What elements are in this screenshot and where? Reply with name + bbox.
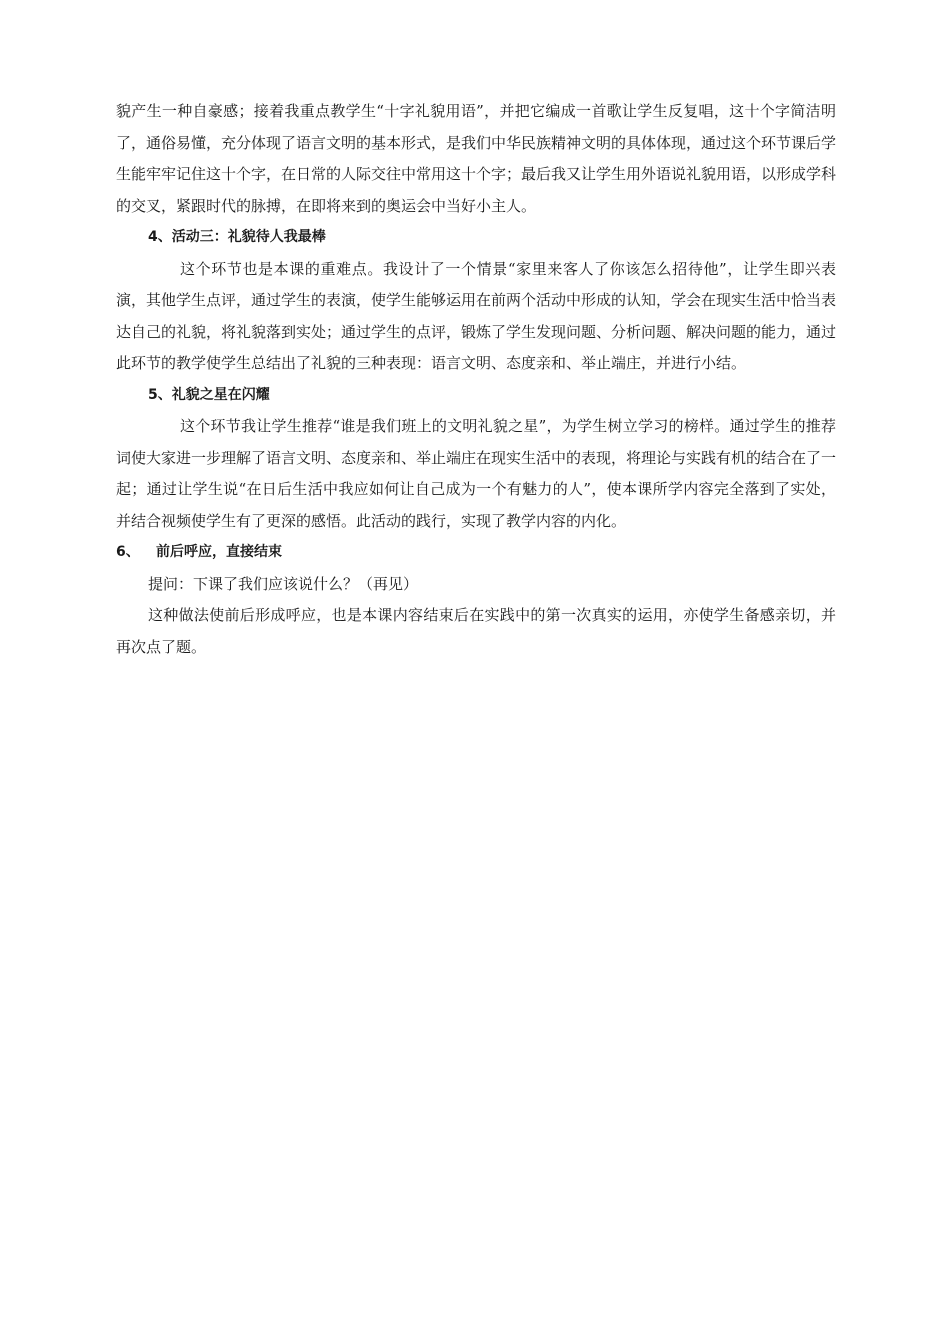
paragraph-question: 提问：下课了我们应该说什么？（再见） — [148, 574, 419, 593]
heading-politeness-star: 5、礼貌之星在闪耀 — [148, 386, 270, 403]
heading-text: 前后呼应，直接结束 — [156, 544, 282, 560]
heading-conclusion — [116, 537, 836, 569]
document-body — [116, 96, 836, 663]
paragraph-conclusion: 这种做法使前后形成呼应，也是本课内容结束后在实践中的第一次真实的运用，亦使学生备感亲切，并再次点了题。 — [116, 606, 836, 656]
paragraph-activity-3: 这个环节也是本课的重难点。我设计了一个情景“家里来客人了你该怎么招待他”，让学生即兴表演，其他学生点评，通过学生的表演，使学生能够运用在前两个活动中形成的认知，学会在现实生活中恰当表达自己的礼貌，将礼貌落到实处；通过学生的点评，锻炼了学生发现问题、分析问题、解决问题的能力，通过此环节的教学使学生总结出了礼貌的三种表现：语言文明、态度亲和、举止端庄，并进行小结。 — [116, 259, 837, 372]
heading-number: 6、 — [116, 544, 140, 560]
heading-activity-3: 4、活动三：礼貌待人我最棒 — [148, 229, 326, 245]
paragraph-intro: 貌产生一种自豪感；接着我重点教学生“十字礼貌用语”，并把它编成一首歌让学生反复唱，这十个字简洁明了，通俗易懂，充分体现了语言文明的基本形式，是我们中华民族精神文明的具体体现，通过这个环节课后学生能牢牢记住这十个字，在日常的人际交往中常用这十个字；最后我又让学生用外语说礼貌用语，以形成学科的交叉，紧跟时代的脉搏，在即将来到的奥运会中当好小主人。 — [116, 102, 837, 215]
paragraph-politeness-star: 这个环节我让学生推荐“谁是我们班上的文明礼貌之星”，为学生树立学习的榜样。通过学生的推荐词使大家进一步理解了语言文明、态度亲和、举止端庄在现实生活中的表现，将理论与实践有机的结合在了一起；通过让学生说“在日后生活中我应如何让自己成为一个有魅力的人”，使本课所学内容完全落到了实处，并结合视频使学生有了更深的感悟。此活动的践行，实现了教学内容的内化。 — [116, 417, 837, 530]
